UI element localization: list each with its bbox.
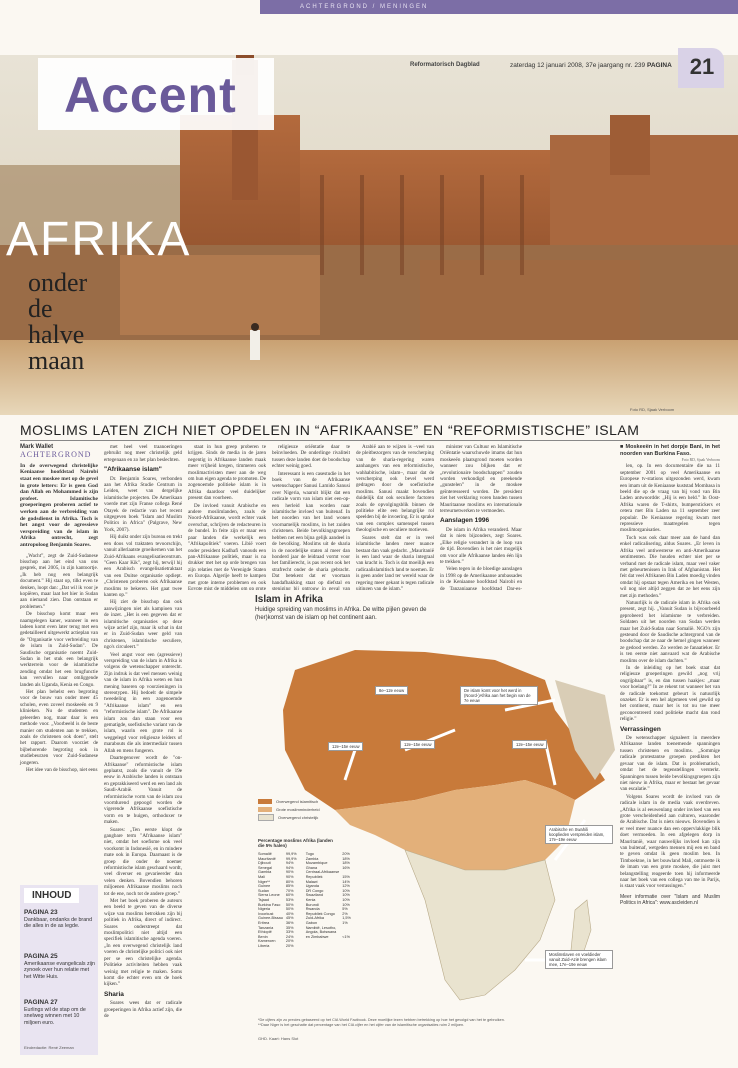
headline-rule <box>20 440 720 441</box>
pct-row: Kameroen 20% <box>258 939 294 944</box>
percentage-title: Percentage moslims Afrika (landen die 5% halen) <box>258 838 333 848</box>
legend-swatch <box>258 814 274 821</box>
paragraph: De islam in Afrika veranderd. Maar dat is niets bijzonders, zegt Soares. „Elke religie verandert in de loop van de tijd. Bovendien is het niet mogelijk om voor alle Afrikaanse landen één lijn te trekken.” <box>440 526 522 565</box>
pct-row: Ghana 16% <box>305 865 350 870</box>
paragraph: len, op. In een documentaire die na 11 september 2001 op veel Amerikaanse en Europese tv-stations uitgezonden werd, kwam een imam uit de Keniaanse kuststad Mombasa in beeld die op de vraag van bij vond van Bin Laden antwoordde: „Hij is een held.” In Oost-Afrika waren de T-shirts, bumperstickers et cetera met Bin Laden na 11 september zeer populair. De Keniaanse regering kwam met repressieve maatregelen tegen moslimorganisaties. <box>620 463 720 534</box>
legend-swatch <box>258 807 272 812</box>
photo-credit: Foto RD, Sjaak Verboom <box>630 407 675 412</box>
pct-row: Guinee 85% <box>258 884 294 889</box>
pct-row: Niger** 80% <box>258 879 294 884</box>
paragraph: Soares stelt dat er in veel islamitische landen meer nuance bestaat dan vaak gedacht. „Mauritanië is een land waar de sharia integraal van kracht is. Toch is dat moeilijk een radicaalislamitisch land te noemen. Er is geen ander land ter wereld waar de regering meer gekant is tegen radicale uitingen van de islam.” <box>356 534 434 590</box>
paragraph: Het plan behelst een begroting voor de bouw van onder meer 45 scholen, even zoveel moskeeën en 9 klinieken. Nu de studenten en geleerden nog, maar daar is een methode voor. „Voorbeeld is de beste manier om studenten aan te trekken, zoals de christenen ook doen”, stelt het rapport. Daarom voorziet de bijbehorende begroting ook in studiebeurzen voor Zuid-Sudanese jongeren. <box>20 689 98 766</box>
paragraph: Het idee van de bisschop, niet eens <box>26 766 98 773</box>
photo-caption: ■ Moskeeën in het dorpje Bani, in het noorden van Burkina Faso. <box>620 444 720 457</box>
legend-item: Overwegend christelijk <box>258 814 338 822</box>
paragraph: Arabië aan te wijzen is –veel van de pleitbezorgers van de verscherping van de sharia-regering waren aanhangers van een reformistische, wahhabitische, islam–, maar dat de verscherping ook bevel werd gedragen door de soefistische moslims. Sanusi maakt bovendien duidelijk dat ook seculiere factoren zoals de opvolgingsblik binnen de politieke elite een belangrijke rol speelden bij de invoering. Er is sprake van een complex samenspel tussen theologische en seculiere motieven. <box>356 444 434 534</box>
contents-item[interactable]: PAGINA 23 Dankbaar, ondanks de brand die alles in de as legde. <box>24 909 93 930</box>
pct-table-left <box>258 852 300 948</box>
paragraph: „Wacht”, zegt de Zuid-Sudanese bisschop aan het eind van ons gesprek, mei 2005, in zijn kantoortje. „Ik heb nog een belangrijk document.” Hij staat op, tilkt even te denken, loopt dan: „Dat wil ik voor je kopiëren, maar laat het hier in Sudan aan niemand zien. Dan ontstaan er problemen.” <box>20 552 98 610</box>
pct-row: Senegal 94% <box>258 865 294 870</box>
dateline: zaterdag 12 januari 2008, 37e jaargang nr. 239 PAGINA <box>510 62 672 69</box>
pct-row: Zambia 18% <box>305 856 350 861</box>
map-title: Islam in Afrika <box>255 594 323 605</box>
pct-row: Centraal-Afrikaanse <box>305 870 340 875</box>
map-label: 12e–15e eeuw <box>512 740 547 749</box>
map-footnote: *De cijfers zijn zo precies gebaseerd op het CIA World Factbook. Deze moeilijke lezen hebben betrekking op hoe het gevolgd van het te gebruiken. **Daar Niger is het geschatte dat percentage van het CIA cijfer en het cijfer van de islamitische organisaties ruim 2 miljoen. <box>258 1018 505 1027</box>
legend-item: Grote moslimminderheid <box>258 806 338 814</box>
paragraph: Soares: „Ten eerste klopt de gangbare term "Afrikaanse islam" niet, omdat het soefisme ook veel voorkomt in Indonesië, en in mindere mate ook in Europa. Daarnaast is de groep die onder de noemer reformistische islam geschaard wordt, veel diverser en gevarieerder dan velen denken. Bovendien behoren miljoenen Afrikaanse moslims noch tot de ene, noch tot de andere groep.” <box>104 826 182 897</box>
subheading: Verrassingen <box>620 725 661 733</box>
article-column-3 <box>188 444 266 590</box>
section-strip: ACHTERGROND / MENINGEN <box>260 0 738 14</box>
paragraph: staat in hun greep proberen te krijgen. Sinds de media in de jaren negentig in Afrikaanse landen maak meer vrijheid kregen, timmeren ook moslimactivisten meer aan de weg om hun eigen agenda te promoten. De zogenoemde politieke islam is in Afrika daardoor veel duidelijker present dan voorheen. <box>188 444 266 502</box>
paragraph: De bisschop komt maar een naamgelegen kaner, wanneer in een ladeen komt even later terug met een gedetailleerd uitgewerkt actieplan van de "Organisatie voor verbreiding van de islam in Zuid-Sudan". De Saudische organisatie noemt Zuid-Sudan in het stuk een belangrijk werkterrein voor de islamitische zending omdat het een brugfunctie kan vervullen naar omliggende landen als Uganda, Kenia en Congo. <box>20 611 98 688</box>
contents-item[interactable]: PAGINA 25 Amerikaanse evangelicals zijn zynoek over hun relatie met het Witte Huis. <box>24 953 95 980</box>
map-source: GHD. Kaart: Hans Slot <box>258 1036 299 1041</box>
pct-row: Republiek 15% <box>305 874 350 879</box>
pct-row: Nigeria 50% <box>258 907 294 912</box>
pct-row: Namibië, Lesotho, <box>305 925 337 930</box>
legend-item: Overwegend islamitisch <box>258 798 338 806</box>
paragraph: De invloed vanuit Arabische en andere moslimlanden, zoals de Noord-Afrikaanse, wordt echter vaak overschat, schrijven de redacteuren in de bundel. In feite zijn er maar een paar landen die werkelijk een "Afrikapolitiek" voeren. Libië voert onder president Kadhafi vanouds een pan-Afrikaanse politiek, maar is na drukker met het op orde brengen van zijn relaties met de Verenigde Staten en Europa. Algerije heeft te kampen met grote interne problemen en ook Egypte mist de middelen om op grote <box>188 502 266 590</box>
article-column-7 <box>620 444 720 1059</box>
editor-credit: Eindredactie: René Zeeman <box>24 1045 74 1050</box>
contents-item[interactable]: PAGINA 27 Eurlings wil de stap om de snelweg winnen met 10 miljoen euro. <box>24 999 86 1026</box>
map-label: 12e–15e eeuw <box>400 740 435 749</box>
article-column-5 <box>356 444 434 590</box>
photo-subtitle: onder de halve maan <box>28 268 88 375</box>
pct-row: Djibouti 94% <box>258 861 294 866</box>
paragraph: Toch was ook daar meer aan de hand dan enkel radicalisering, aldus Soares. „Er leven in Afrika veel antiwesterse en anti-Amerikaanse sentimenten. Die houden echter niet per se verband met de radicale islam, maar veel vaker met gebeurtenissen in Irak of Afghanistan. Het feit dat veel Afrikanen Bin Laden moedig vinden omdat hij opstaat tegen Amerika en het Westen, wil nog niet altijd zeggen dat ze het eens zijn met zijn methoden.” <box>620 534 720 599</box>
pct-row: DR Congo 10% <box>305 888 350 893</box>
paragraph: met heel veel traanoeringen gebruikt nog meer christelijk geld ertegenaan en zo het plan beslechten. <box>104 444 182 463</box>
paragraph: Met het boek proberen de auteurs een beeld te geven van de diverse wijze van moslims betrokken zijn bij politiek in Afrika, direct of indirect. Soares onderstreept dat moslimpolitici niet altijd een specifiek islamitische agenda voeren. „In een overwegend christelijk land voeren de christelijke politici ook niet per se een christelijke agenda. Politieke activiteiten hebben vaak weinig met religie te maken. Soms komt die echter even om de hoek kijken.” <box>104 898 182 988</box>
paragraph: minister van Cultuur en Islamitische Oriëntatie waarschuwde imams dat hun moskeeën plaatsgrond moeten worden wanneer zou blijken dat er „revolutionaire boodschappen” zouden worden verkondigd en preekende „gunstelen” in de moskee geïnteresseerd worden. De president ziet het verklaring voren banden tussen Mauritaanse moslims en internationale terreurnetwerken te vermoeden. <box>440 444 522 515</box>
percentage-table <box>258 852 378 948</box>
subheading: Aanslagen 1996 <box>440 517 490 525</box>
paragraph: Hij duikt onder zijn bureau en trekt een doos vol traktaten tevoorschijn, vanuit allerlaatste groeikernen van het Zuid-Afrikaans evangelisatiecentrum. "Geen Kaar Kik", zegt hij, terwijl hij een Arabisch evangelisatietraktaat van een Duitse organisatie opdiept. „Christenen proberen ook Afrikaanse moslims te bekeren. Het gaat twee kanten op.” <box>104 534 182 598</box>
more-info: Meer informatie over "Islam and Muslim Politics in Africa": www.ascleiden.nl <box>620 893 720 906</box>
caption-credit: Foto RD, Sjaak Verboom <box>681 458 720 462</box>
pct-row: Togo 20% <box>305 852 350 856</box>
map-label: Arabische en Swahili kooplieden verspreiden islam, 17e–19e eeuw <box>545 825 613 844</box>
pct-row: Kenia 10% <box>305 897 350 902</box>
paragraph: Hij ziet de bisschop dan ook aanwijzingen niet als kampioen van de inzet. „Het is een gegeven dat er islamitische organisaties op deze wijze actief zijn, maar ik schat in dat er in Zuid-Sudan weer geld van christenen, islamitische seculiere, ngo's circuleert.” <box>104 599 182 651</box>
pct-row: Sudan 70% <box>258 888 294 893</box>
map-label: De islam komt voor het werd in (Noord-)Afrika aan het begin van de 7e eeuw <box>460 686 538 705</box>
article-column-4 <box>272 444 350 590</box>
paragraph: Natuurlijk is de radicale islam in Afrika ook present, zegt hij. „Vanuit Sudan is bijvoorbeeld geprobeerd het islamisme te verbreiden. Soldaten uit het noorden van Sudan werden maar het Zuid-Sudan naar Somalië. NGO's zijn gesteund door de Saudische achtergrond van de boodschap dat ze naar de hemel gingen wanneer ze gedood werden. Zo werden ze fanaatieker. Er is ten eerste niet aanvaard wat de Arabische moslims over de islam dachten.” <box>620 599 720 664</box>
map-subtitle: Huidige spreiding van moslims in Afrika. De witte pijlen geven de (her)komst van de islam op het continent aan. <box>255 607 427 621</box>
pct-row: Guinee-Bissau 45% <box>258 916 294 921</box>
section-title: Accent <box>64 67 237 123</box>
paragraph: Volgens Soares wordt de invloed van de radicale islam in de media vaak overdreven. „Afrika is al eeuwenlang onder invloed van een grote verscheidenheid aan culturen, waaronder de Arabische. Dat is niets nieuws. Bovendien is er veel meer nuance dan een oppervlakkige blik doet vermoeden. In een afgelegen dorp in Mauritanië, waar nauwelijks invloed kan zijn van buitenaf, wetgeden mensen mij een en band te geven omdat ik geen moslim ben. In Timboektoe, in het bouwland Mali, ontmoette ik de imam van een grote moskee, die juist met belangstelling reageerde toen hij informeerde naar het boek van een collega van me in Parijs, is staat vaak voor verrassingen.” <box>620 793 720 890</box>
contents-title: INHOUD <box>24 888 79 903</box>
pct-row: en Zimbabwe <1% <box>305 934 350 939</box>
pct-row: Mauritanië 99,9% <box>258 856 297 861</box>
pct-row: Tanzania 35% <box>258 925 294 930</box>
pct-table-right <box>306 852 354 939</box>
pct-row: Gambia 90% <box>258 870 294 875</box>
pct-row: Burkina Faso 50% <box>258 902 294 907</box>
page-number: 21 <box>689 54 715 79</box>
pct-row: Mali 90% <box>258 874 294 879</box>
paragraph: Daartegenover wordt de "on-Afrikaanse" reformistische islam geplaatst, zoals die vanuit de 19e eeuw in Arabische landen is ontstaan en geprakkiseerd werd en een land als Saudi-Arabië. Vanuit de reformistische vorm van de islam zou voortdurend gepoogd worden de vigerende Afrikaanse soefistische vorm en te huigen, orthodoxer te maken. <box>104 755 182 826</box>
publication-name: Reformatorisch Dagblad <box>410 62 480 68</box>
article-column-1 <box>20 444 98 884</box>
legend-swatch <box>258 799 272 804</box>
pct-row: Swaziland 10% <box>305 893 350 898</box>
paragraph: Veel angst voor een (agressieve) verspreiding van de islam in Afrika is volgens de wetenschapper onterecht. Zijn indruk is dat veel mensen weinig van de islam in Afrika weten en hun mening baseren op voorzieningen in stereotypen. Hij bedoelt de simpele tweedeling in een zogenoemde "Afrikaanse islam" en een "reformistische islam". De Afrikaanse islam zou dan staan voor een gematigde, soefistische variant van de islam, waarin een grote rol is weggelegd voor religieuze leiders of marabouts die als intermediair tussen Allah en mens fungeren. <box>104 651 182 754</box>
kicker: ACHTERGROND <box>20 450 92 460</box>
subheading: Sharia <box>104 990 124 998</box>
pct-row: Ivoorkust 40% <box>258 911 294 916</box>
paragraph: Velen tegen in de bloedige aanslagen in 1998 op de Amerikaanse ambassades in de Keniaanse hoofdstad Nairobi en de Tanzaniaanse hoofdstad Dar-es- <box>440 566 522 590</box>
pct-row: Somalië 99,9% <box>258 852 297 856</box>
pct-row: Sierra Leone 60% <box>258 893 294 898</box>
pct-row: Uganda 12% <box>305 884 350 889</box>
author: Mark Wallet <box>20 444 54 450</box>
map-label: Moslimslaven en voeldieder vanuit Zuid-Azië brengen islam mee, 17e–19e eeuw <box>545 950 613 969</box>
lead-paragraph: In de overwegend christelijke Keniaanse hoofdstad Nairobi staat een moskee met op de gevel in grote letters: Er is geen God dan Allah en Mohammed is zijn profeet. Islamitische groeperingen proberen actief te werken aan de verbreiding van de godsdienst in Afrika. Toch is het angst voor de agressieve verspreiding van de islam in Afrika ontrecht, zegt antropoloog Benjamin Soares. <box>20 462 98 548</box>
photo-title: AFRIKA <box>6 213 192 266</box>
paragraph: De wetenschapper signaleert in meerdere Afrikaanse landen toenemende spanningen tussen christenen en moslims. „Sommige radicale protestantse groepen predikten het gevaar van de islam. Dat is problematisch, omdat het de tegenstellingen versterkt. Spanningen tussen beide bevolkingsgroepen zijn niet nieuw in Afrika, maar er bestaat het gevaar van escalatie.” <box>620 735 720 793</box>
paragraph: Interessant is een casestudie in het boek van de Afrikaanse wetenschapper Sanusi Lamido Sanusi over Nigeria, waaruit blijkt dat een radicale vorm van islam niet een-op-een herleid kan worden naar islamitische invloed van buitenaf. In het noorden van het land wonen voornamelijk moslims, in het zuiden christenen. Beide bevolkingsgroepen hebben net een bijna gelijk aandeel in de bevolking. Moslims uit de sharia in de noordelijke staten al meer dan honderd jaar de leidraad vormt voor het familierecht, is pas recent ook het strafrecht onder de sharia gebracht. Dat betekent dat er voortaan handafhakking staat op diefstal en steniging bij ontrouw in geval van <box>272 470 350 590</box>
map-legend <box>258 798 338 822</box>
map-label: 12e–15e eeuw <box>328 742 363 751</box>
pct-row: Angola, Botswana <box>305 930 337 935</box>
paragraph: Dr. Benjamin Soares, verbonden aan het Afrika Studie Centrum in Leiden, weet van dergelijke islamitische projecten. De Amerikaan voerde met zijn Franse collega René Otayek de redactie van het recent uitgegeven boek "Islam and Muslim Politics in Africa" (Palgrave, New York, 2007). <box>104 475 182 533</box>
pct-row: Gabon 1% <box>305 920 348 925</box>
pct-row: Tsjaad 53% <box>258 897 294 902</box>
pct-row: Zuid-Afrika 1,5% <box>305 916 351 921</box>
paragraph: In de inleiding op het boek staat dat religieuze groeperingen gewild „nog vrij ongrijpbaar” is, en dan tussen haakjes: „maar voor hoelang?” In ze rekent tot wanneer het van de radicale toekomst gebeurt is natuurlijk onzeker. Er is een hel algemeen veel gewild op het continent, maar het is tot nu toe meer geconcentreerd rond politieke macht dan rond religie.” <box>620 665 720 723</box>
pct-row: Liberia 20% <box>258 943 294 948</box>
pct-row: Eritrea 36% <box>258 920 294 925</box>
article-column-2 <box>104 444 182 1059</box>
pct-row: Mozambique 18% <box>305 861 350 866</box>
pct-row: Rwanda 5% <box>305 907 348 912</box>
headline: MOSLIMS LATEN ZICH NIET OPDELEN IN “AFRIKAANSE” EN “REFORMISTISCHE” ISLAM <box>20 422 640 438</box>
pct-row: Ethiopië 33% <box>258 930 294 935</box>
map-label: 8e–12e eeuw <box>375 686 408 695</box>
pct-row: Republiek Congo 2% <box>305 911 348 916</box>
pct-row: Burundi 10% <box>305 902 350 907</box>
paragraph: Soares wees dat er radicale groeperingen in Afrika actief zijn, die de <box>104 1000 182 1019</box>
pct-row: Malawi 14% <box>305 879 350 884</box>
pct-row: Benin 24% <box>258 934 294 939</box>
subheading: "Afrikaanse islam" <box>104 466 162 474</box>
article-column-6 <box>440 444 522 590</box>
paragraph: religieuze oriëntatie daar te beïnvloeden. De onderlinge rivaliteit tussen deze landen doet de boodschap echter weinig goed. <box>272 444 350 470</box>
